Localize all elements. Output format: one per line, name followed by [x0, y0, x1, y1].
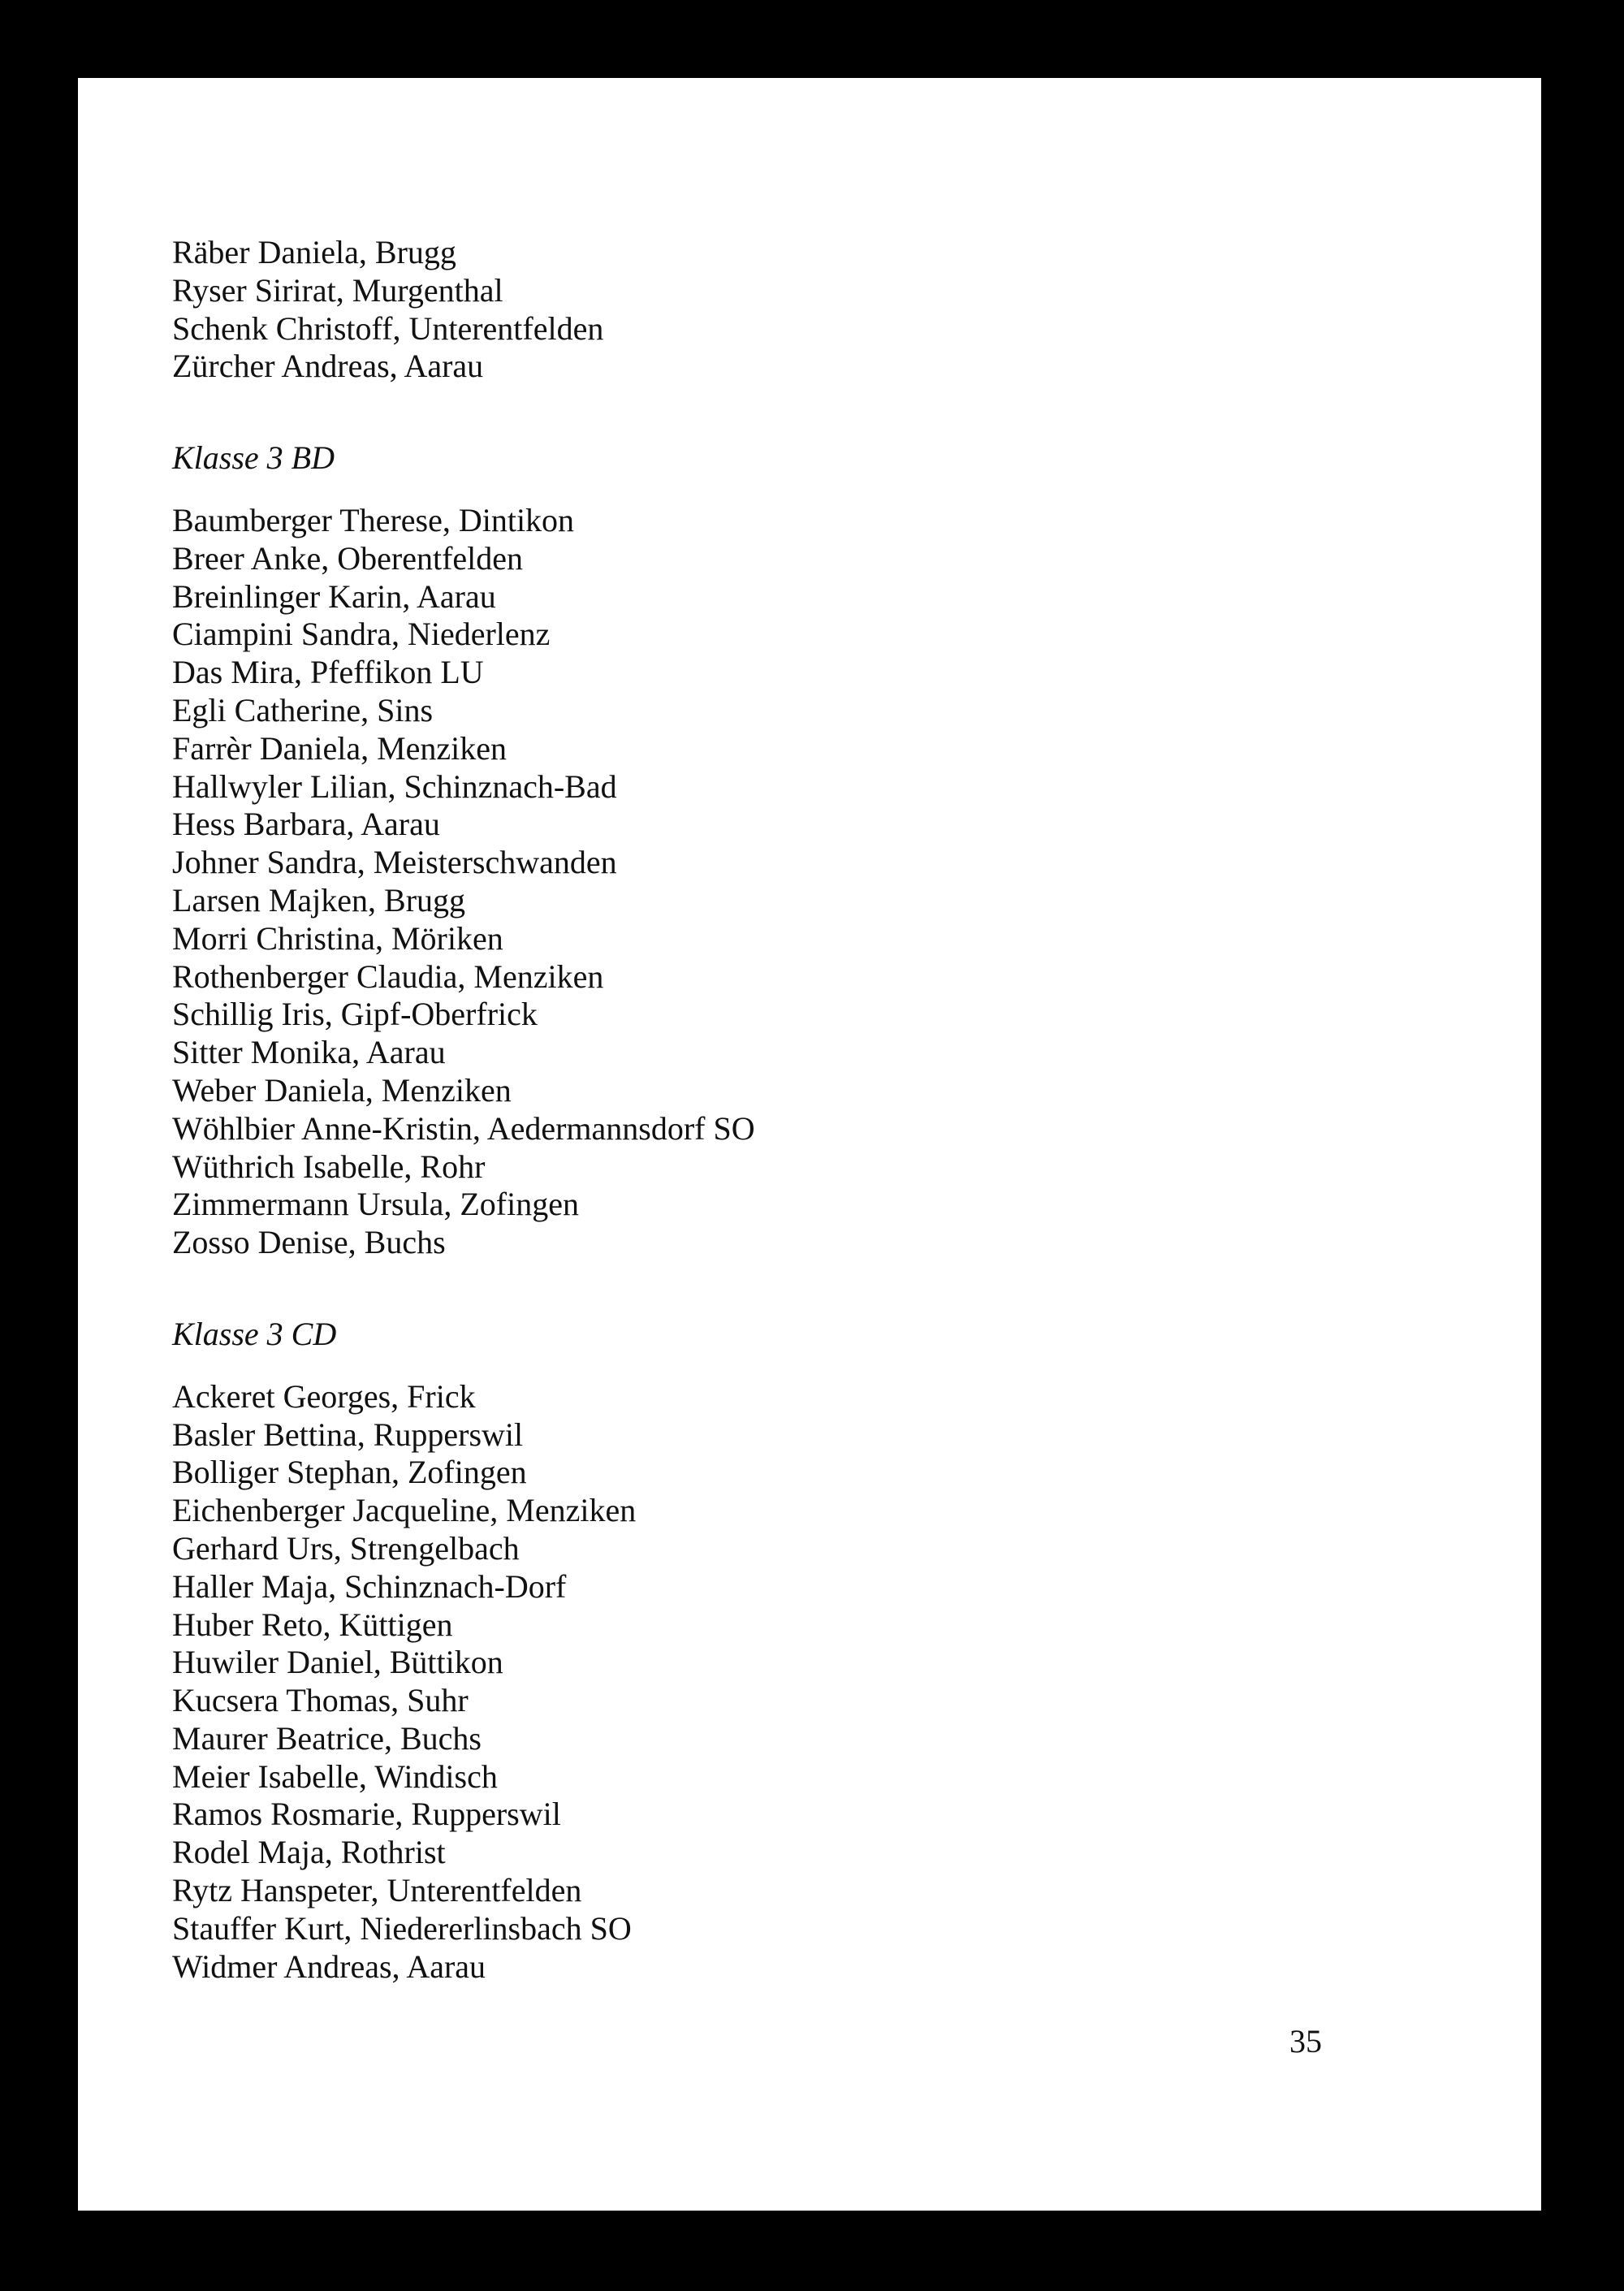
list-item: Huber Reto, Küttigen	[172, 1606, 453, 1643]
name-list-3bd	[172, 502, 1390, 1262]
list-item: Morri Christina, Möriken	[172, 919, 503, 957]
list-item: Schillig Iris, Gipf-Oberfrick	[172, 996, 538, 1033]
list-item: Kucsera Thomas, Suhr	[172, 1682, 469, 1719]
section-heading-3bd: Klasse 3 BD	[172, 439, 335, 477]
list-item: Sitter Monika, Aarau	[172, 1034, 446, 1071]
list-item: Weber Daniela, Menziken	[172, 1071, 512, 1109]
list-item: Eichenberger Jacqueline, Menziken	[172, 1492, 637, 1529]
list-item: Ciampini Sandra, Niederlenz	[172, 616, 551, 653]
list-item: Zimmermann Ursula, Zofingen	[172, 1186, 579, 1223]
list-item: Rothenberger Claudia, Menziken	[172, 957, 604, 995]
list-item: Ryser Sirirat, Murgenthal	[172, 271, 503, 309]
list-item: Rodel Maja, Rothrist	[172, 1834, 446, 1871]
list-item: Wöhlbier Anne-Kristin, Aedermannsdorf SO	[172, 1109, 755, 1147]
list-item: Farrèr Daniela, Menziken	[172, 729, 508, 767]
section-heading-3cd: Klasse 3 CD	[172, 1315, 337, 1352]
continued-name-list	[172, 234, 1390, 386]
list-item: Ackeret Georges, Frick	[172, 1377, 476, 1415]
list-item: Johner Sandra, Meisterschwanden	[172, 844, 617, 881]
list-item: Das Mira, Pfeffikon LU	[172, 654, 484, 691]
list-item: Maurer Beatrice, Buchs	[172, 1719, 482, 1757]
list-item: Meier Isabelle, Windisch	[172, 1757, 498, 1795]
list-item: Breer Anke, Oberentfelden	[172, 539, 524, 577]
list-item: Schenk Christoff, Unterentfelden	[172, 309, 604, 347]
list-item: Stauffer Kurt, Niedererlinsbach SO	[172, 1909, 632, 1947]
list-item: Baumberger Therese, Dintikon	[172, 501, 575, 538]
name-list-3cd	[172, 1378, 1390, 1986]
list-item: Larsen Majken, Brugg	[172, 881, 466, 919]
list-item: Basler Bettina, Rupperswil	[172, 1416, 524, 1453]
list-item: Haller Maja, Schinznach-Dorf	[172, 1567, 567, 1605]
list-item: Gerhard Urs, Strengelbach	[172, 1529, 520, 1567]
list-item: Widmer Andreas, Aarau	[172, 1947, 486, 1985]
list-item: Zürcher Andreas, Aarau	[172, 348, 484, 385]
document-page	[78, 78, 1541, 2211]
list-item: Ramos Rosmarie, Rupperswil	[172, 1796, 561, 1833]
list-item: Räber Daniela, Brugg	[172, 234, 456, 270]
list-item: Egli Catherine, Sins	[172, 691, 434, 728]
page-number: 35	[1289, 2023, 1322, 2060]
list-item: Hallwyler Lilian, Schinznach-Bad	[172, 767, 617, 805]
list-item: Hess Barbara, Aarau	[172, 806, 440, 843]
list-item: Wüthrich Isabelle, Rohr	[172, 1148, 486, 1185]
list-item: Rytz Hanspeter, Unterentfelden	[172, 1872, 582, 1909]
list-item: Huwiler Daniel, Büttikon	[172, 1644, 503, 1681]
page-content	[172, 234, 1390, 1986]
list-item: Zosso Denise, Buchs	[172, 1224, 446, 1261]
list-item: Bolliger Stephan, Zofingen	[172, 1454, 527, 1491]
list-item: Breinlinger Karin, Aarau	[172, 577, 496, 615]
